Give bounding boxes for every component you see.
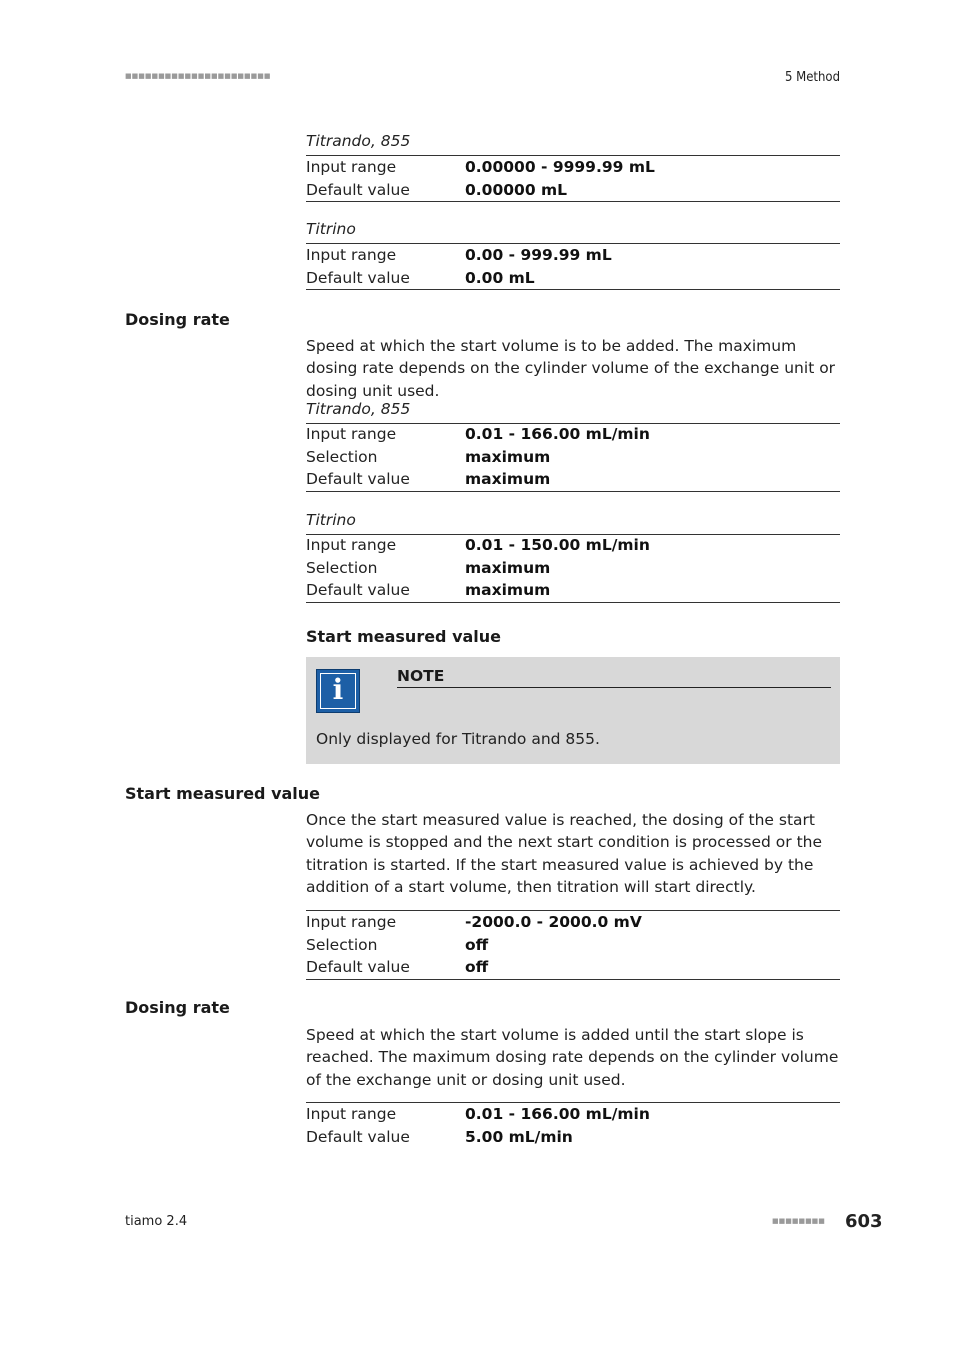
note-box — [306, 657, 840, 764]
table-row — [306, 468, 840, 491]
chapter-title: 5 Method — [784, 70, 840, 85]
table-row — [306, 1103, 840, 1126]
row-label: Input range — [306, 425, 397, 443]
row-label: Selection — [306, 935, 378, 954]
note-text: Only displayed for Titrando and 855. — [316, 730, 600, 748]
row-value: maximum — [465, 558, 551, 577]
row-value: 0.00000 - 9999.99 mL — [465, 158, 655, 176]
row-label: Selection — [306, 558, 378, 577]
row-label: Input range — [306, 246, 397, 264]
info-icon: i — [316, 669, 360, 713]
param-table — [306, 156, 840, 202]
param-table — [306, 244, 840, 290]
table-row — [306, 244, 840, 267]
row-label: Selection — [306, 447, 378, 466]
row-value: 0.00000 mL — [465, 180, 568, 199]
product-name: tiamo 2.4 — [125, 1214, 188, 1229]
row-label: Default value — [306, 268, 410, 287]
row-value: maximum — [465, 447, 551, 466]
row-value: 5.00 mL/min — [465, 1127, 573, 1146]
table-row — [306, 267, 840, 290]
row-label: Input range — [306, 536, 397, 554]
table-caption: Titrando, 855 — [306, 400, 840, 424]
row-label: Default value — [306, 1127, 410, 1146]
row-value: 0.00 mL — [465, 268, 535, 287]
row-label: Default value — [306, 581, 410, 599]
param-table — [306, 423, 840, 492]
param-table — [306, 1102, 840, 1148]
section-heading: Dosing rate — [125, 310, 230, 329]
section-text: Once the start measured value is reached, the dosing of the start volume is stopped and the next start condition is processed or the titration is started. If the start measured value is achieved by the addition of a start volume, then titration will start directly. — [306, 811, 823, 896]
row-value: 0.01 - 166.00 mL/min — [465, 425, 650, 443]
table-row — [306, 934, 840, 957]
table-row — [306, 579, 840, 602]
table-row — [306, 1126, 840, 1149]
row-value: 0.01 - 166.00 mL/min — [465, 1105, 650, 1123]
section-heading: Dosing rate — [125, 998, 230, 1017]
row-label: Input range — [306, 1105, 397, 1123]
row-value: off — [465, 958, 489, 976]
row-value: maximum — [465, 470, 551, 488]
param-table — [306, 534, 840, 603]
row-value: -2000.0 - 2000.0 mV — [465, 913, 642, 931]
row-value: off — [465, 935, 489, 954]
table-caption: Titrino — [306, 511, 840, 535]
table-row — [306, 534, 840, 557]
row-value: 0.01 - 150.00 mL/min — [465, 536, 650, 554]
section-text: Speed at which the start volume is to be added. The maximum dosing rate depends on the cylinder volume of the exchange unit or dosing unit used. — [306, 337, 836, 400]
subsection-heading: Start measured value — [306, 627, 502, 646]
table-row — [306, 156, 840, 179]
footer-decoration: ■■■■■■■■ — [772, 1217, 825, 1225]
section-text: Speed at which the start volume is added until the start slope is reached. The maximum dosing rate depends on the cylinder volume of the exchange unit or dosing unit used. — [306, 1026, 839, 1089]
table-caption: Titrando, 855 — [306, 132, 840, 156]
note-title: NOTE — [397, 667, 831, 688]
table-row — [306, 179, 840, 202]
row-label: Default value — [306, 470, 410, 488]
table-row — [306, 956, 840, 979]
header-decoration: ■■■■■■■■■■■■■■■■■■■■■■ — [125, 72, 271, 80]
row-label: Default value — [306, 958, 410, 976]
table-row — [306, 423, 840, 446]
table-caption: Titrino — [306, 220, 840, 244]
page-number: 603 — [845, 1211, 883, 1232]
row-value: 0.00 - 999.99 mL — [465, 246, 612, 264]
table-row — [306, 911, 840, 934]
table-row — [306, 446, 840, 469]
row-value: maximum — [465, 581, 551, 599]
row-label: Default value — [306, 180, 410, 199]
param-table — [306, 910, 840, 980]
table-row — [306, 557, 840, 580]
section-heading: Start measured value — [125, 784, 321, 803]
row-label: Input range — [306, 158, 397, 176]
row-label: Input range — [306, 913, 397, 931]
